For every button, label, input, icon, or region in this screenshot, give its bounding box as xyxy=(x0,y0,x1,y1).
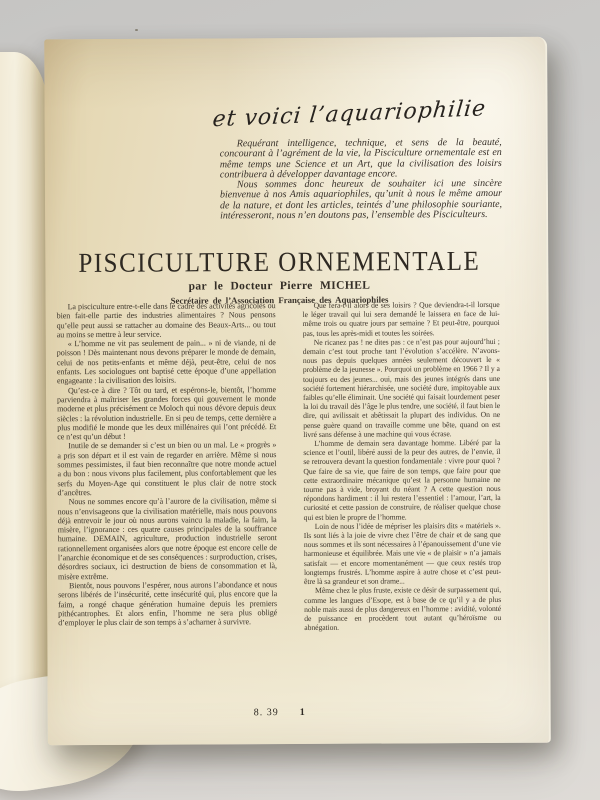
book-left-pages-edge xyxy=(0,52,48,776)
body-paragraph: Ne ricanez pas ! ne dites pas : ce n’est pas pour aujourd’hui ; demain c’est tout proche tant l’évolution s’accélère. N’avons-nous pas depuis quelques années seulement découvert le « problème de la jeunesse ». Pourquoi un problème en 1966 ? Il y a toujours eu des jeunes... oui, mais des jeunes intégrés dans une société fortement hiérarchisée, une société dure, impitoyable aux faibles qu’elle éliminait. Une société qui faisait lourdement peser la loi du travail dès l’âge le plus tendre, une société, il faut bien le dire, qui avilissait et abêtissait la plupart des individus. On ne pense guère quand on travaille comme une bête, quand on est livré sans défense à une machine qui vous écrase. xyxy=(302,336,501,439)
paper-speck xyxy=(135,29,138,31)
article-affiliation: Secrétaire de l’Association Française des Aquariophiles xyxy=(170,294,389,306)
intro-section xyxy=(220,138,502,222)
article-columns xyxy=(57,300,503,634)
left-column xyxy=(57,301,278,633)
page-footer xyxy=(48,706,549,723)
book-page xyxy=(44,37,551,746)
reference-number: 8. 39 xyxy=(253,707,279,719)
body-paragraph: L’homme de demain sera davantage homme. Libéré par la science et l’outil, libéré aussi de la peur des autres, de l’envie, il se retrouvera devant la question fondamentale : vivre pour quoi ? Que faire de sa vie, que faire de son temps, que faire pour que cette extraordinaire mécanique qu’est la personne humaine ne tourne pas à vide, broyant du néant ? A cette question nous répondons hardiment : il lui restera l’essentiel : l’amour, l’art, la curiosité et cette passion de construire, de réaliser quelque chose qui est bien le propre de l’homme. xyxy=(303,437,501,522)
body-paragraph: Qu’est-ce à dire ? Tôt ou tard, et espérons-le, bientôt, l’homme parviendra à maîtriser les grandes forces qui gouvernent le monde moderne et plus précisément ce Moloch qui nous dévore depuis deux siècles : la révolution industrielle. En si peu de temps, cette dernière a plus modifié le monde que les deux millénaires qui l’ont précédé. Et ce n’est qu’un début ! xyxy=(57,384,277,442)
body-paragraph: Que fera-t-il alors de ses loisirs ? Que deviendra-t-il lorsque le léger travail qui lui sera demandé le laissera en face de lui-même trois ou quatre jours par semaine ? Et peut-être, pourquoi pas, tous les après-midi et toutes les soirées. xyxy=(302,299,500,338)
page-number: 1 xyxy=(299,706,305,718)
body-paragraph: Loin de nous l’idée de mépriser les plaisirs dits « matériels ». Ils sont liés à la joie de vivre chez l’être de chair et de sang que nous sommes et ils sont nécessaires à l’épanouissement d’une vie harmonieuse et équilibrée. Mais une vie « de plaisir » n’a jamais satisfait — et encore momentanément — que ceux restés trop longtemps frustrés. L’homme aspire à autre chose et c’est peut-être là sa grandeur et son drame... xyxy=(303,520,501,587)
article-byline: par le Docteur Pierre MICHEL xyxy=(188,279,371,293)
body-paragraph: Inutile de se demander si c’est un bien ou un mal. Le « progrès » a pris son départ et il est vain de regarder en arrière. Même si nous sommes pessimistes, il faut bien reconnaître que notre monde actuel a du bon : nous vivons plus facilement, plus confortablement que les serfs du Moyen-Age qui constituent le plus clair de notre stock d’ancêtres. xyxy=(57,440,277,498)
article-title: PISCICULTURE ORNEMENTALE xyxy=(78,246,481,279)
intro-paragraph: Requérant intelligence, technique, et sens de la beauté, concourant à l’agrément de la vie, la Pisciculture ornementale est en même temps une Science et un Art, que la civilisation des loisirs contribuera à développer davantage encore. xyxy=(219,136,502,181)
intro-paragraph: Nous sommes donc heureux de souhaiter ici une sincère bienvenue à nos Amis aquariophiles, qu’unit à nous le même amour de la nature, et dont les articles, teintés d’une philosophie souriante, intéresseront, nous n’en doutons pas, l’ensemble des Pisciculteurs. xyxy=(219,178,503,222)
right-column xyxy=(303,300,502,632)
body-paragraph: La pisciculture entre-t-elle dans le cadre des activités agricoles ou bien fait-elle partie des industries alimentaires ? Nous pensons qu’elle peut aussi se rattacher au domaine des Beaux-Arts... ou tout au moins se mettre à leur service. xyxy=(56,301,276,340)
body-paragraph: « L’homme ne vit pas seulement de pain... » ni de viande, ni de poisson ! Dès maintenant nous devons préparer le monde de demain, celui de nos petits-enfants et même déjà, peut-être, celui de nos enfants. Les sociologues ont baptisé cette époque d’une appellation engageante : la civilisation des loisirs. xyxy=(56,338,276,386)
article-header xyxy=(73,248,485,306)
body-paragraph: Bientôt, nous pouvons l’espérer, nous aurons l’abondance et nous serons libérés de l’insécurité, cette insécurité qui, plus encore que la faim, a rongé chaque génération humaine depuis les premiers pithécantrophes. Et alors enfin, l’homme ne sera plus obligé d’employer le plus clair de son temps à s’acharner à survivre. xyxy=(58,580,278,628)
script-heading: et voici l’aquariophilie xyxy=(211,96,488,133)
body-paragraph: Même chez le plus fruste, existe ce désir de surpassement qui, comme les langues d’Esope, est à base de ce qu’il y a de plus noble mais aussi de plus dangereux en l’homme : avidité, volonté de puissance en procèdent tout autant qu’héroïsme ou abnégation. xyxy=(304,585,502,633)
body-paragraph: Nous ne sommes encore qu’à l’aurore de la civilisation, même si nous n’envisageons que la civilisation matérielle, mais nous pouvons déjà entrevoir le jour où nous aurons vaincu la maladie, la faim, la misère, l’ignorance : ces quatre causes principales de la souffrance humaine. DEMAIN, agriculture, production industrielle seront rationnellement organisées alors que notre époque est encore celle de l’anarchie économique et de ses conséquences : surproduction, crises, désordres sociaux, ici destruction de biens de consommation et là, misère extrême. xyxy=(57,496,277,581)
